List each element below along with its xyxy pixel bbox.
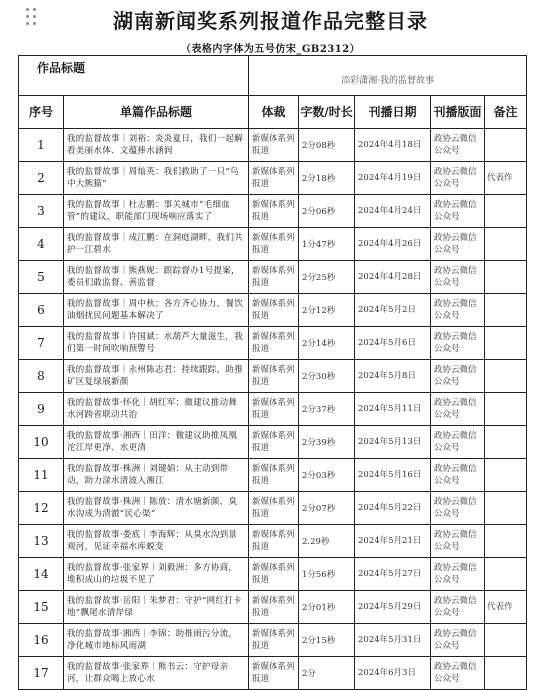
table-row [19, 492, 527, 525]
cell-date: 2024年5月8日 [355, 360, 431, 393]
cell-length: 2分15秒 [299, 624, 355, 657]
cell-length: 2分37秒 [299, 393, 355, 426]
cell-note [485, 195, 527, 228]
cell-seq: 4 [19, 228, 64, 261]
cell-seq: 5 [19, 261, 64, 294]
table-row [19, 459, 527, 492]
cell-type: 新媒体系列报道 [249, 459, 299, 492]
cell-type: 新媒体系列报道 [249, 525, 299, 558]
cell-length: 2分25秒 [299, 261, 355, 294]
cell-type: 新媒体系列报道 [249, 129, 299, 162]
cell-page: 政协云微信公众号 [431, 162, 485, 195]
cell-note: 代表作 [485, 162, 527, 195]
header-title: 单篇作品标题 [64, 96, 249, 129]
cell-type: 新媒体系列报道 [249, 360, 299, 393]
cell-type: 新媒体系列报道 [249, 261, 299, 294]
cell-page: 政协云微信公众号 [431, 492, 485, 525]
header-row [19, 96, 527, 129]
cell-title: 我的监督故事·湘西｜田洋：微建议助推凤凰沱江岸更净、水更清 [64, 426, 249, 459]
cell-seq: 15 [19, 591, 64, 624]
work-title-row [19, 56, 527, 96]
header-type: 体裁 [249, 96, 299, 129]
cell-date: 2024年5月27日 [355, 558, 431, 591]
cell-page: 政协云微信公众号 [431, 426, 485, 459]
cell-seq: 16 [19, 624, 64, 657]
cell-date: 2024年4月28日 [355, 261, 431, 294]
cell-seq: 12 [19, 492, 64, 525]
table-row [19, 228, 527, 261]
cell-page: 政协云微信公众号 [431, 228, 485, 261]
cell-length: 2分03秒 [299, 459, 355, 492]
cell-title: 我的监督故事｜周灿英：我们救助了一只“鸟中大熊猫” [64, 162, 249, 195]
table-row [19, 162, 527, 195]
table-row [19, 657, 527, 690]
cell-type: 新媒体系列报道 [249, 228, 299, 261]
cell-date: 2024年6月3日 [355, 657, 431, 690]
cell-note [485, 393, 527, 426]
cell-note [485, 228, 527, 261]
cell-page: 政协云微信公众号 [431, 129, 485, 162]
table-row [19, 360, 527, 393]
cell-length: 2分06秒 [299, 195, 355, 228]
cell-page: 政协云微信公众号 [431, 360, 485, 393]
cell-length: 2分 [299, 657, 355, 690]
cell-date: 2024年5月11日 [355, 393, 431, 426]
cell-seq: 3 [19, 195, 64, 228]
cell-date: 2024年5月6日 [355, 327, 431, 360]
table-row [19, 129, 527, 162]
cell-date: 2024年4月19日 [355, 162, 431, 195]
cell-length: 1分47秒 [299, 228, 355, 261]
cell-page: 政协云微信公众号 [431, 459, 485, 492]
cell-title: 我的监督故事·湘西｜李锦：助推雨污分流，净化城市地标风雨湖 [64, 624, 249, 657]
cell-page: 政协云微信公众号 [431, 558, 485, 591]
cell-date: 2024年5月31日 [355, 624, 431, 657]
cell-note [485, 261, 527, 294]
cell-title: 我的监督故事·怀化｜胡红军：微建议推动舞水河跨省联动共治 [64, 393, 249, 426]
cell-type: 新媒体系列报道 [249, 162, 299, 195]
cell-date: 2024年4月24日 [355, 195, 431, 228]
cell-title: 我的监督故事·张家界｜熊书云：守护母亲河，让群众喝上放心水 [64, 657, 249, 690]
table-row [19, 426, 527, 459]
cell-page: 政协云微信公众号 [431, 591, 485, 624]
cell-length: 2分39秒 [299, 426, 355, 459]
table-row [19, 327, 527, 360]
cell-length: 2分08秒 [299, 129, 355, 162]
table-row [19, 624, 527, 657]
work-title-label: 作品标题 [19, 56, 249, 96]
header-seq: 序号 [19, 96, 64, 129]
cell-date: 2024年4月18日 [355, 129, 431, 162]
header-note: 备注 [485, 96, 527, 129]
cell-date: 2024年5月21日 [355, 525, 431, 558]
header-page: 刊播版面 [431, 96, 485, 129]
cell-length: 1分56秒 [299, 558, 355, 591]
cell-title: 我的监督故事｜刘裕：炎炎夏日，我们一起解看美丽水体、文蕴捧水涵润 [64, 129, 249, 162]
cell-date: 2024年5月29日 [355, 591, 431, 624]
table-row [19, 558, 527, 591]
cell-seq: 14 [19, 558, 64, 591]
table-row [19, 195, 527, 228]
cell-date: 2024年5月16日 [355, 459, 431, 492]
cell-type: 新媒体系列报道 [249, 426, 299, 459]
cell-title: 我的监督故事·娄底｜李海辉：从臭水沟到景观河，见证幸福水库蜕变 [64, 525, 249, 558]
cell-length: 2分30秒 [299, 360, 355, 393]
cell-note [485, 129, 527, 162]
cell-page: 政协云微信公众号 [431, 261, 485, 294]
header-date: 刊播日期 [355, 96, 431, 129]
cell-note [485, 294, 527, 327]
cell-seq: 2 [19, 162, 64, 195]
table-row [19, 393, 527, 426]
page-subtitle: （表格内字体为五号仿宋_GB2312） [180, 44, 361, 55]
table-row [19, 591, 527, 624]
cell-length: 2分07秒 [299, 492, 355, 525]
cell-note [485, 327, 527, 360]
cell-title: 我的监督故事｜成江鹏：在洞庭湖畔，我们共护一江碧水 [64, 228, 249, 261]
cell-page: 政协云微信公众号 [431, 393, 485, 426]
cell-note [485, 426, 527, 459]
cell-length: 2.29秒 [299, 525, 355, 558]
cell-title: 我的监督故事·株洲｜陈放：清水塘新颜，臭水沟成为清澈“民心渠” [64, 492, 249, 525]
cell-title: 我的监督故事｜周中秋：各方齐心协力，餐饮油烟扰民问题基本解决了 [64, 294, 249, 327]
table-row [19, 294, 527, 327]
cell-type: 新媒体系列报道 [249, 624, 299, 657]
header-length: 字数/时长 [299, 96, 355, 129]
cell-seq: 11 [19, 459, 64, 492]
cell-seq: 17 [19, 657, 64, 690]
cell-title: 我的监督故事｜杜志鹏：事关城市“毛细血管”的建议，职能部门现场响应落实了 [64, 195, 249, 228]
cell-page: 政协云微信公众号 [431, 294, 485, 327]
work-title-value: 添彩潇湘·我的监督故事 [249, 56, 527, 96]
cell-title: 我的监督故事｜熊燕妮：跟踪督办1号提案，委员们敢监督、善监督 [64, 261, 249, 294]
cell-note [485, 459, 527, 492]
cell-length: 2分14秒 [299, 327, 355, 360]
cell-date: 2024年4月26日 [355, 228, 431, 261]
cell-title: 我的监督故事·岳阳｜朱梦君：守护“网红打卡地”飘尾水清岸绿 [64, 591, 249, 624]
cell-type: 新媒体系列报道 [249, 327, 299, 360]
cell-type: 新媒体系列报道 [249, 591, 299, 624]
cell-type: 新媒体系列报道 [249, 558, 299, 591]
table-row [19, 525, 527, 558]
cell-type: 新媒体系列报道 [249, 657, 299, 690]
cell-seq: 8 [19, 360, 64, 393]
cell-title: 我的监督故事·株洲｜刘键娟：从主动到带动，助力渌水清波入湘江 [64, 459, 249, 492]
cell-page: 政协云微信公众号 [431, 525, 485, 558]
cell-length: 2分01秒 [299, 591, 355, 624]
cell-note [485, 492, 527, 525]
cell-page: 政协云微信公众号 [431, 327, 485, 360]
cell-type: 新媒体系列报道 [249, 393, 299, 426]
cell-title: 我的监督故事｜永州陈志君：持续跟踪，助推矿区复绿展新颜 [64, 360, 249, 393]
cell-date: 2024年5月13日 [355, 426, 431, 459]
cell-date: 2024年5月22日 [355, 492, 431, 525]
cell-seq: 6 [19, 294, 64, 327]
cell-seq: 9 [19, 393, 64, 426]
cell-seq: 13 [19, 525, 64, 558]
cell-page: 政协云微信公众号 [431, 624, 485, 657]
cell-title: 我的监督故事｜许国斌：水葫芦大量滋生，我们第一时间吹响预警号 [64, 327, 249, 360]
cell-seq: 7 [19, 327, 64, 360]
cell-page: 政协云微信公众号 [431, 657, 485, 690]
catalog-table [18, 55, 527, 690]
cell-seq: 1 [19, 129, 64, 162]
cell-date: 2024年5月2日 [355, 294, 431, 327]
cell-length: 2分12秒 [299, 294, 355, 327]
cell-note: 代表作 [485, 591, 527, 624]
cell-title: 我的监督故事·张家界｜刘毅洲：多方协商，堆积成山的垃圾不见了 [64, 558, 249, 591]
cell-length: 2分18秒 [299, 162, 355, 195]
cell-note [485, 525, 527, 558]
cell-type: 新媒体系列报道 [249, 492, 299, 525]
cell-type: 新媒体系列报道 [249, 195, 299, 228]
cell-note [485, 624, 527, 657]
table-row [19, 261, 527, 294]
cell-note [485, 558, 527, 591]
cell-type: 新媒体系列报道 [249, 294, 299, 327]
page-title: 湖南新闻奖系列报道作品完整目录 [113, 9, 428, 33]
cell-seq: 10 [19, 426, 64, 459]
cell-note [485, 360, 527, 393]
cell-note [485, 657, 527, 690]
cell-page: 政协云微信公众号 [431, 195, 485, 228]
